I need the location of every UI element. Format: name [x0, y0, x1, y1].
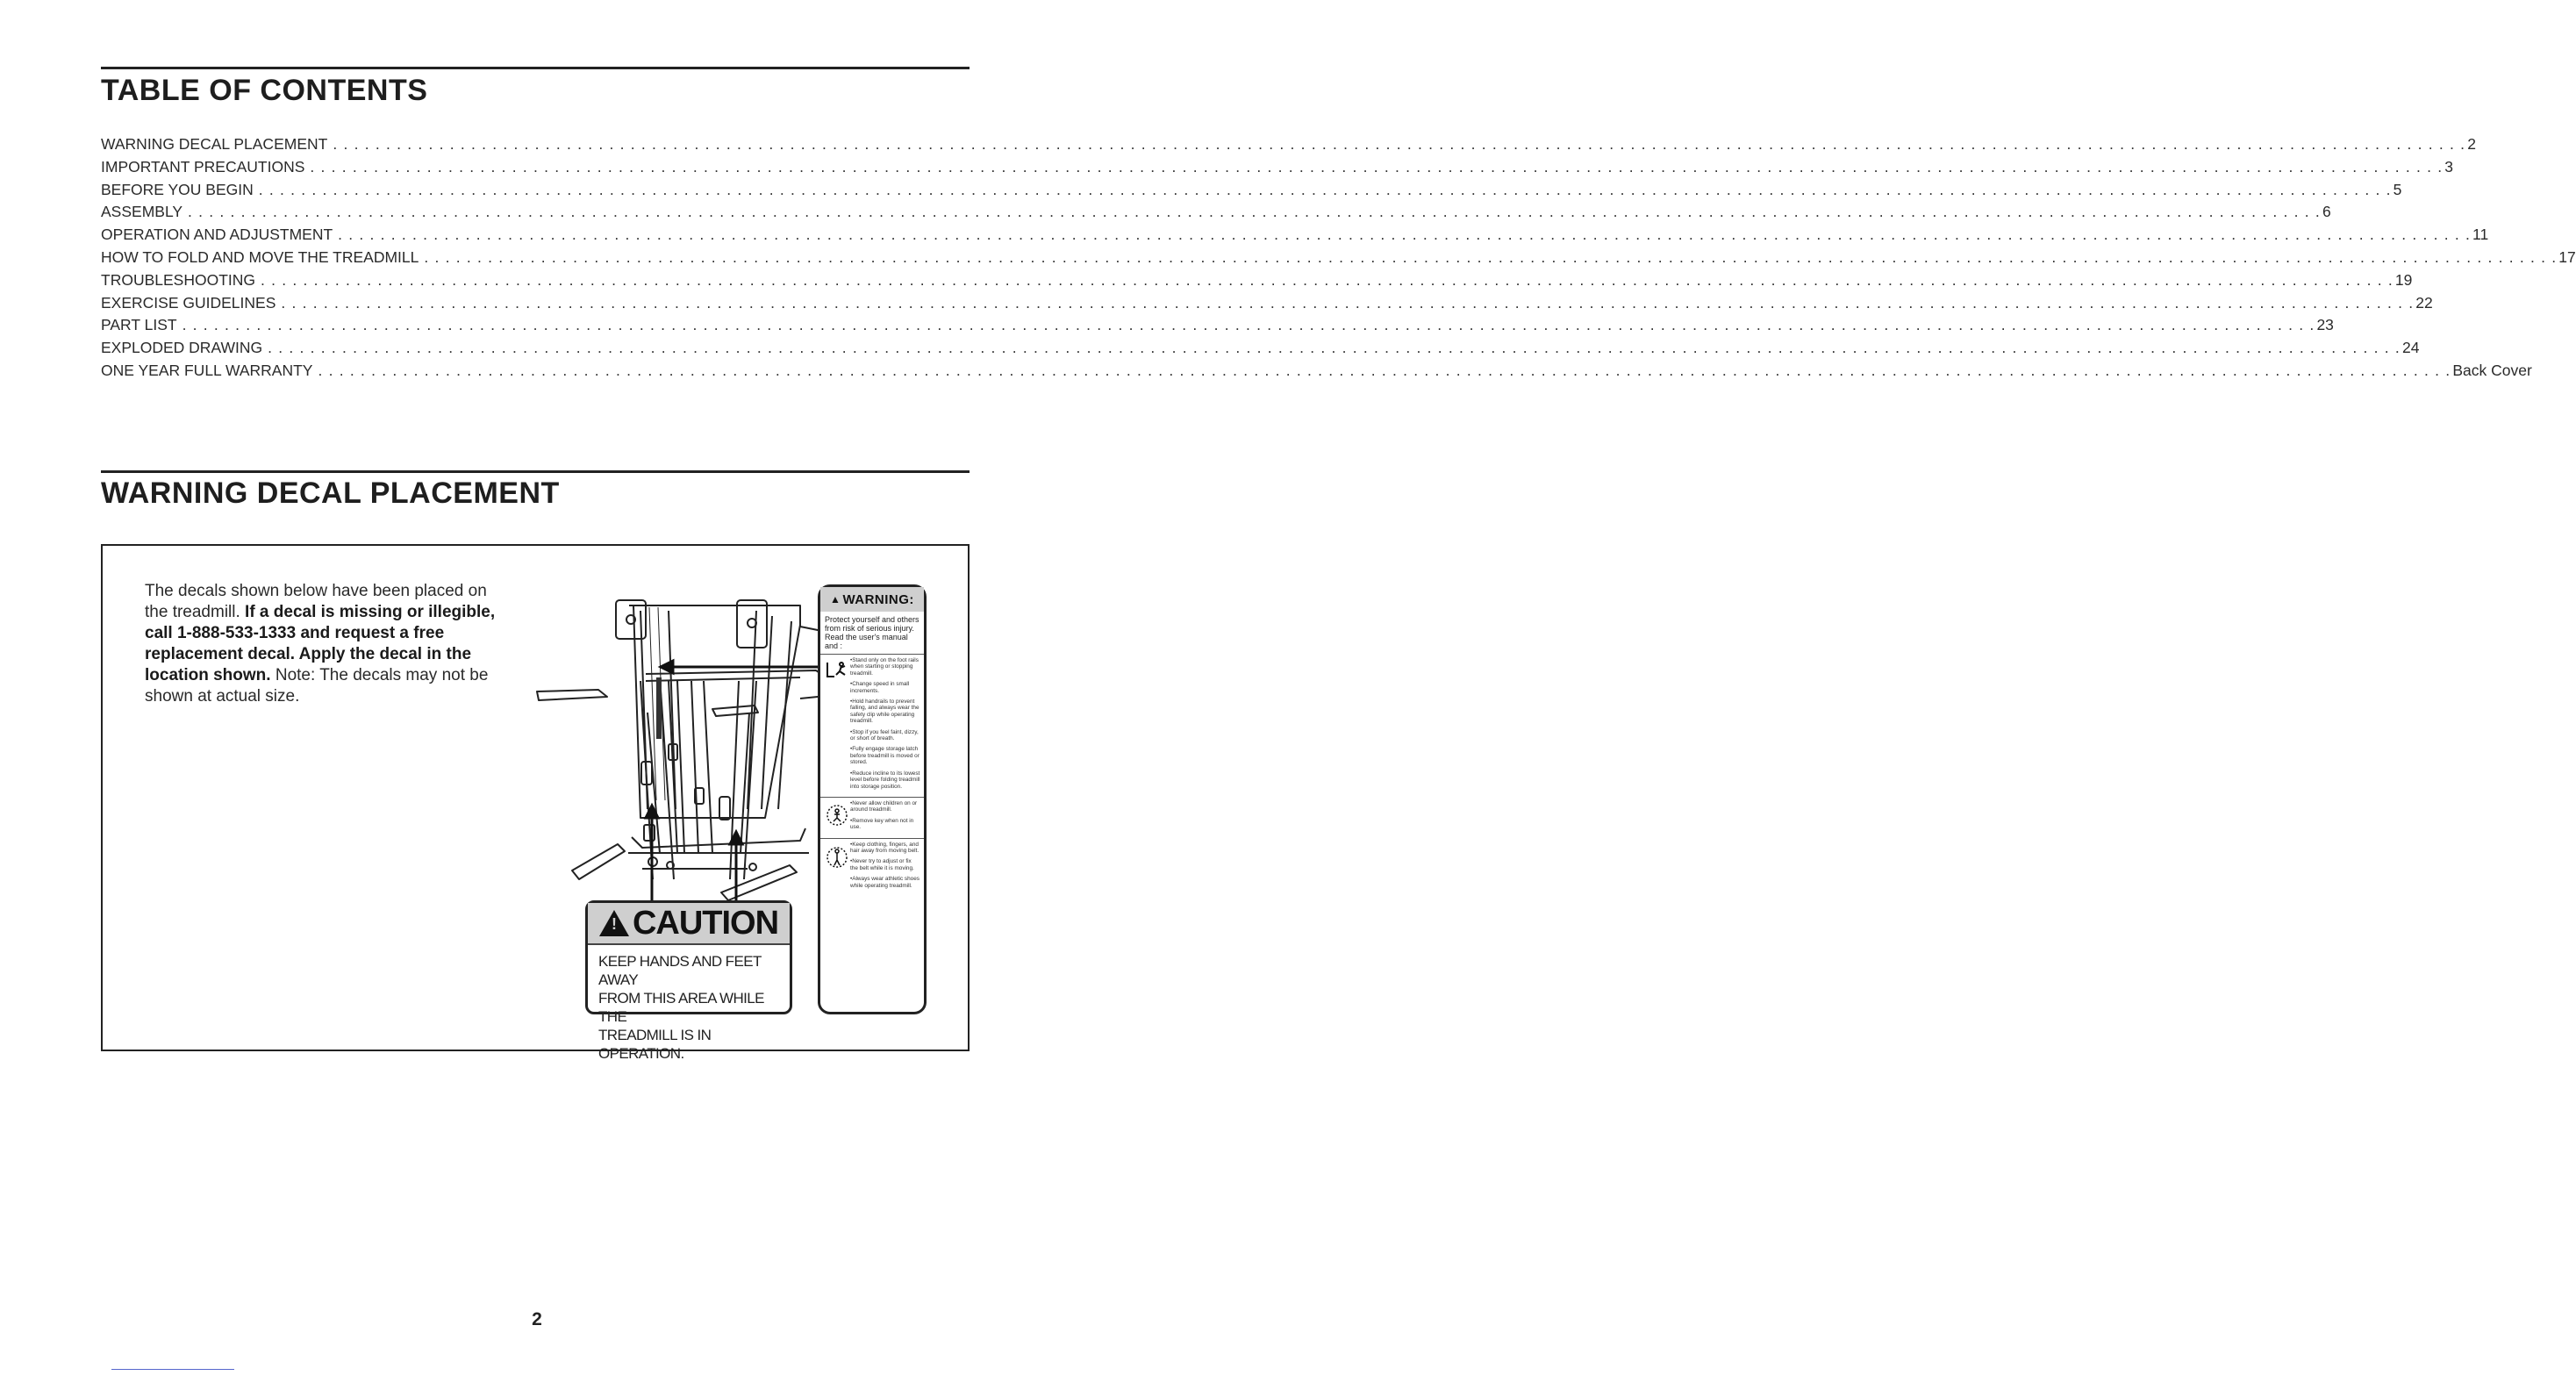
- toc-dot-leader: [318, 362, 2451, 380]
- toc-entry[interactable]: [101, 293, 2433, 317]
- warning-decal-item: • Fully engage storage latch before treadmill is moved or stored.: [850, 746, 920, 765]
- decal-intro-tail: Note: The decals may not be shown at actual size.: [145, 666, 489, 706]
- warning-decal-section: [820, 838, 924, 896]
- footer-line: [111, 1369, 234, 1370]
- caution-decal: [585, 900, 792, 1062]
- toc-entry[interactable]: [101, 157, 2454, 181]
- toc-entry[interactable]: [101, 247, 2576, 271]
- moving-belt-icon: [824, 842, 850, 893]
- user-on-treadmill-icon: [824, 657, 850, 794]
- toc-entry-label: WARNING DECAL PLACEMENT: [101, 135, 328, 153]
- no-children-icon: [824, 800, 850, 835]
- toc-title: TABLE OF CONTENTS: [101, 74, 428, 107]
- caution-decal-line: FROM THIS AREA WHILE THE: [598, 990, 764, 1025]
- toc-entry-label: EXERCISE GUIDELINES: [101, 293, 276, 312]
- toc-dot-leader: [268, 339, 2401, 357]
- decal-section-rule: [101, 470, 970, 473]
- warning-decal-item: • Stop if you feel faint, dizzy, or short of breath.: [850, 729, 920, 742]
- caution-decal-body: [588, 945, 790, 1070]
- toc-entry-page: 2: [2467, 135, 2476, 153]
- toc-entry-label: OPERATION AND ADJUSTMENT: [101, 226, 333, 244]
- toc-entry-page: 23: [2316, 316, 2334, 334]
- warning-decal-item: • Remove key when not in use.: [850, 818, 920, 831]
- decal-figure-box: [101, 544, 970, 1062]
- toc-entry-page: 24: [2402, 339, 2420, 357]
- warning-decal-item: • Stand only on the foot rails when starting or stopping treadmill.: [850, 657, 920, 677]
- toc-entry-label: PART LIST: [101, 316, 177, 334]
- toc-entry-label: BEFORE YOU BEGIN: [101, 180, 254, 198]
- toc-entry-page: 3: [2444, 157, 2454, 176]
- toc-entry[interactable]: [101, 339, 2420, 362]
- toc-dot-leader: [333, 135, 2465, 154]
- toc-entry-page: 6: [2322, 203, 2331, 221]
- toc-entry-label: ASSEMBLY: [101, 203, 183, 221]
- warning-decal: [818, 584, 927, 1014]
- toc-entry-label: EXPLODED DRAWING: [101, 339, 263, 357]
- caution-decal-line: KEEP HANDS AND FEET AWAY: [598, 953, 762, 988]
- toc-entry-label: IMPORTANT PRECAUTIONS: [101, 157, 305, 176]
- warning-decal-item: • Hold handrails to prevent falling, and always wear the safety clip while operating treadmill.: [850, 699, 920, 725]
- toc-entry-page: 5: [2393, 180, 2402, 198]
- warning-decal-item: • Reduce incline to its lowest level before folding treadmill into storage position.: [850, 770, 920, 790]
- toc-entry[interactable]: [101, 135, 2476, 158]
- toc-dot-leader: [338, 226, 2471, 244]
- warning-decal-list: [850, 800, 920, 835]
- toc-entry[interactable]: [101, 180, 2402, 204]
- toc-entry-page: 11: [2472, 226, 2489, 244]
- toc-entry[interactable]: [101, 203, 2331, 226]
- caution-decal-heading: CAUTION: [632, 904, 779, 942]
- warning-triangle-icon: ▲: [830, 593, 841, 605]
- toc-dot-leader: [310, 158, 2443, 176]
- toc-entry-label: HOW TO FOLD AND MOVE THE TREADMILL: [101, 247, 419, 266]
- decal-section-title: WARNING DECAL PLACEMENT: [101, 476, 560, 510]
- toc-top-rule: [101, 67, 970, 69]
- toc-entry[interactable]: [101, 361, 2532, 384]
- toc-list: [101, 135, 2576, 384]
- toc-dot-leader: [424, 248, 2557, 267]
- toc-dot-leader: [281, 294, 2414, 312]
- toc-entry[interactable]: [101, 316, 2334, 339]
- toc-entry-label: ONE YEAR FULL WARRANTY: [101, 361, 313, 379]
- page-number: 2: [532, 1309, 542, 1329]
- warning-decal-item: • Keep clothing, fingers, and hair away from moving belt.: [850, 842, 920, 855]
- warning-decal-item: • Change speed in small increments.: [850, 681, 920, 694]
- toc-entry[interactable]: [101, 226, 2489, 248]
- warning-decal-heading: WARNING:: [842, 591, 914, 607]
- warning-decal-header: [820, 587, 924, 612]
- warning-decal-item: • Never try to adjust or fix the belt while it is moving.: [850, 858, 920, 871]
- warning-decal-intro: Protect yourself and others from risk of serious injury. Read the user's manual and :: [825, 615, 919, 650]
- warning-decal-section: [820, 797, 924, 838]
- warning-decal-list: [850, 657, 920, 794]
- toc-entry-page: Back Cover: [2452, 361, 2532, 379]
- decal-intro-lead: The decals shown below have been placed on the treadmill.: [145, 582, 487, 621]
- toc-entry-page: 17: [2558, 247, 2576, 266]
- warning-decal-section: [820, 654, 924, 797]
- caution-decal-header: [588, 903, 790, 945]
- decal-intro-bold: If a decal is missing or illegible, call 1-888-533-1333 and request a free replacement decal. Apply the decal in the location shown.: [145, 603, 496, 684]
- caution-decal-line: TREADMILL IS IN OPERATION.: [598, 1027, 712, 1062]
- toc-dot-leader: [182, 316, 2315, 334]
- toc-dot-leader: [259, 181, 2392, 199]
- toc-entry-page: 22: [2415, 293, 2433, 312]
- toc-dot-leader: [188, 203, 2321, 221]
- warning-decal-item: • Always wear athletic shoes while operating treadmill.: [850, 876, 920, 889]
- toc-entry[interactable]: [101, 270, 2413, 294]
- warning-triangle-icon: [599, 910, 629, 936]
- warning-decal-list: [850, 842, 920, 893]
- toc-dot-leader: [261, 271, 2394, 290]
- toc-entry-label: TROUBLESHOOTING: [101, 270, 255, 289]
- warning-decal-item: • Never allow children on or around treadmill.: [850, 800, 920, 813]
- toc-entry-page: 19: [2394, 270, 2413, 289]
